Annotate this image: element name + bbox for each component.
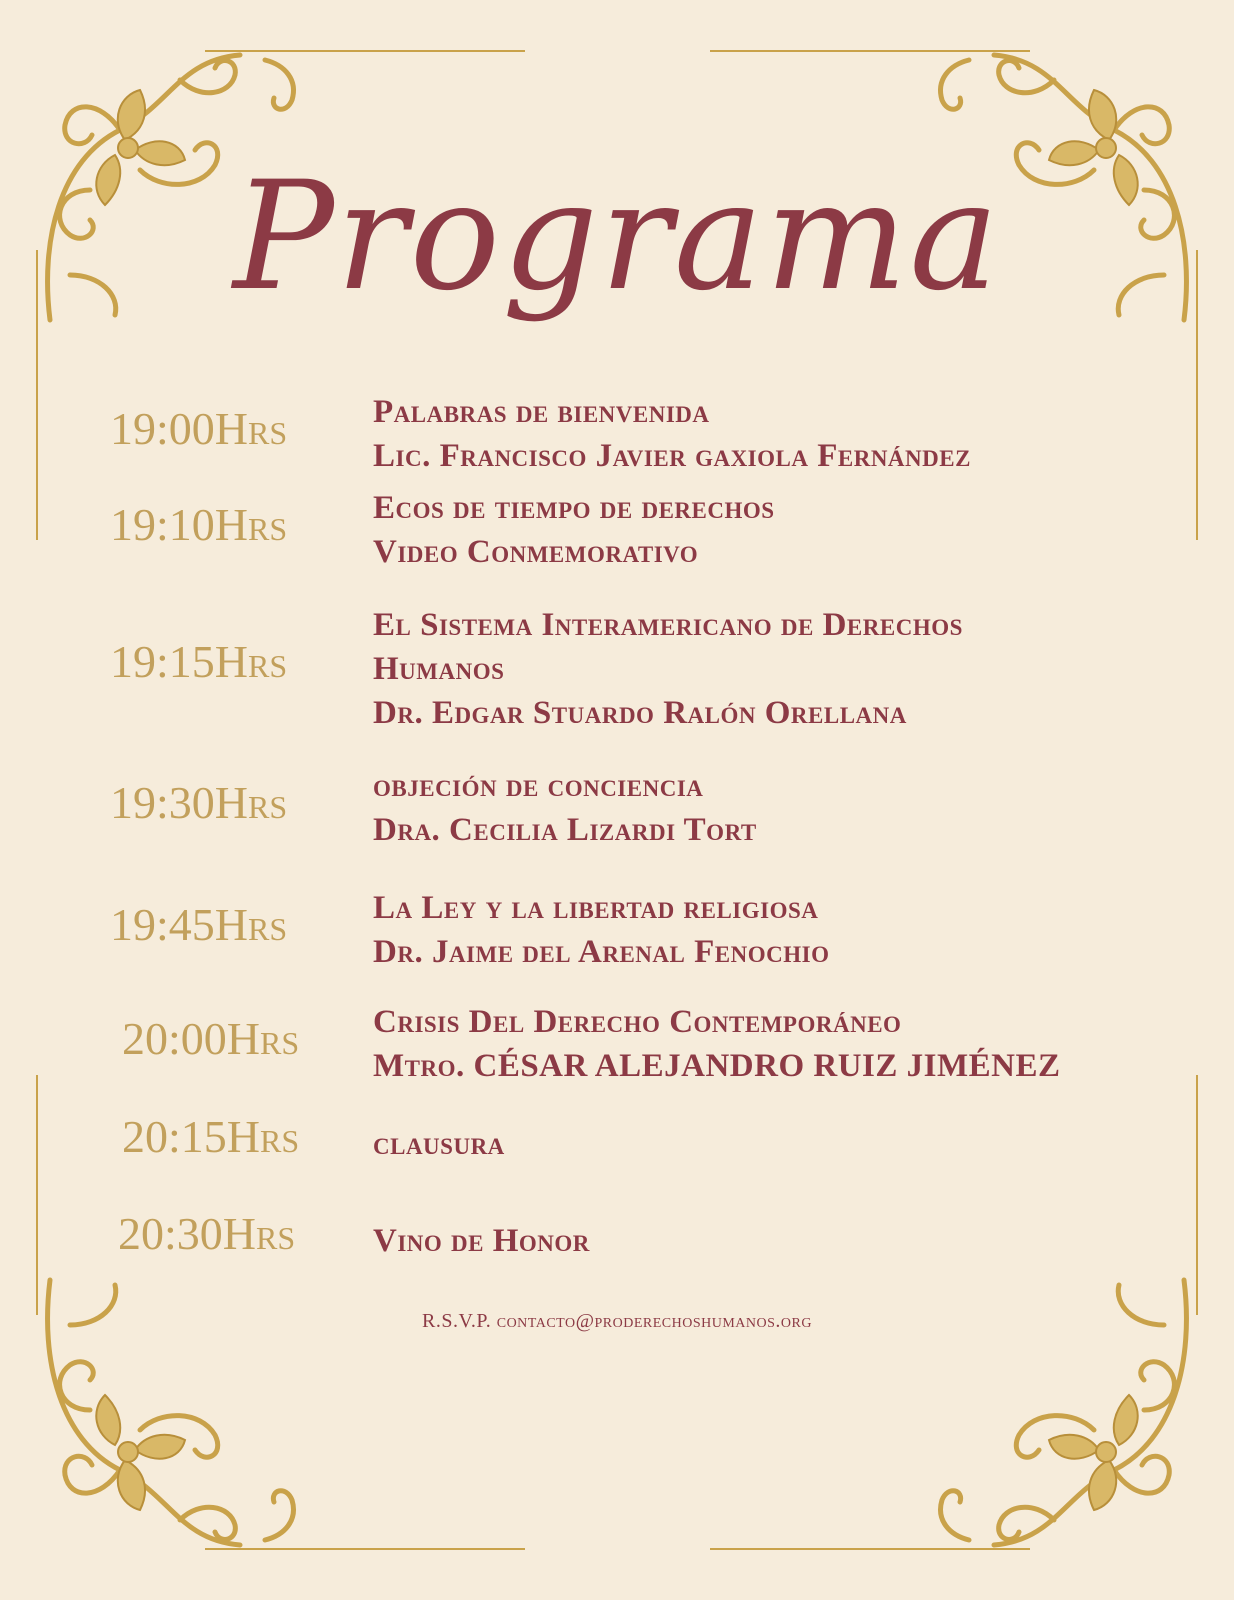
schedule-time: 19:15Hrs [110,636,288,687]
schedule-line: Mtro. CÉSAR ALEJANDRO RUIZ JIMÉNEZ [373,1048,1061,1084]
schedule-time: 19:10Hrs [110,499,288,550]
schedule-time: 20:00Hrs [122,1013,300,1064]
schedule-line: Dr. Jaime del Arenal Fenochio [373,934,830,970]
schedule-time: 20:15Hrs [122,1111,300,1162]
schedule-line: objeción de conciencia [373,768,704,804]
schedule-time: 19:30Hrs [110,777,288,828]
schedule-line: Ecos de tiempo de derechos [373,490,775,526]
schedule-line: Vino de Honor [373,1223,590,1259]
schedule-line: clausura [373,1126,505,1162]
schedule-line: Crisis Del Derecho Contemporáneo [373,1004,902,1040]
page-title: Programa [233,150,1001,324]
schedule-time: 19:45Hrs [110,899,288,950]
schedule-line: Lic. Francisco Javier gaxiola Fernández [373,438,971,474]
schedule-line: Palabras de bienvenida [373,394,710,430]
schedule-line: Humanos [373,651,505,687]
rsvp-contact: R.S.V.P. contacto@proderechoshumanos.org [422,1310,812,1332]
schedule-line: Video Conmemorativo [373,534,699,570]
schedule-line: El Sistema Interamericano de Derechos [373,607,963,643]
schedule-time: 19:00Hrs [110,403,288,454]
schedule-line: Dr. Edgar Stuardo Ralón Orellana [373,695,907,731]
schedule-line: La Ley y la libertad religiosa [373,890,819,926]
schedule-line: Dra. Cecilia Lizardi Tort [373,812,757,848]
schedule-time: 20:30Hrs [118,1208,296,1259]
